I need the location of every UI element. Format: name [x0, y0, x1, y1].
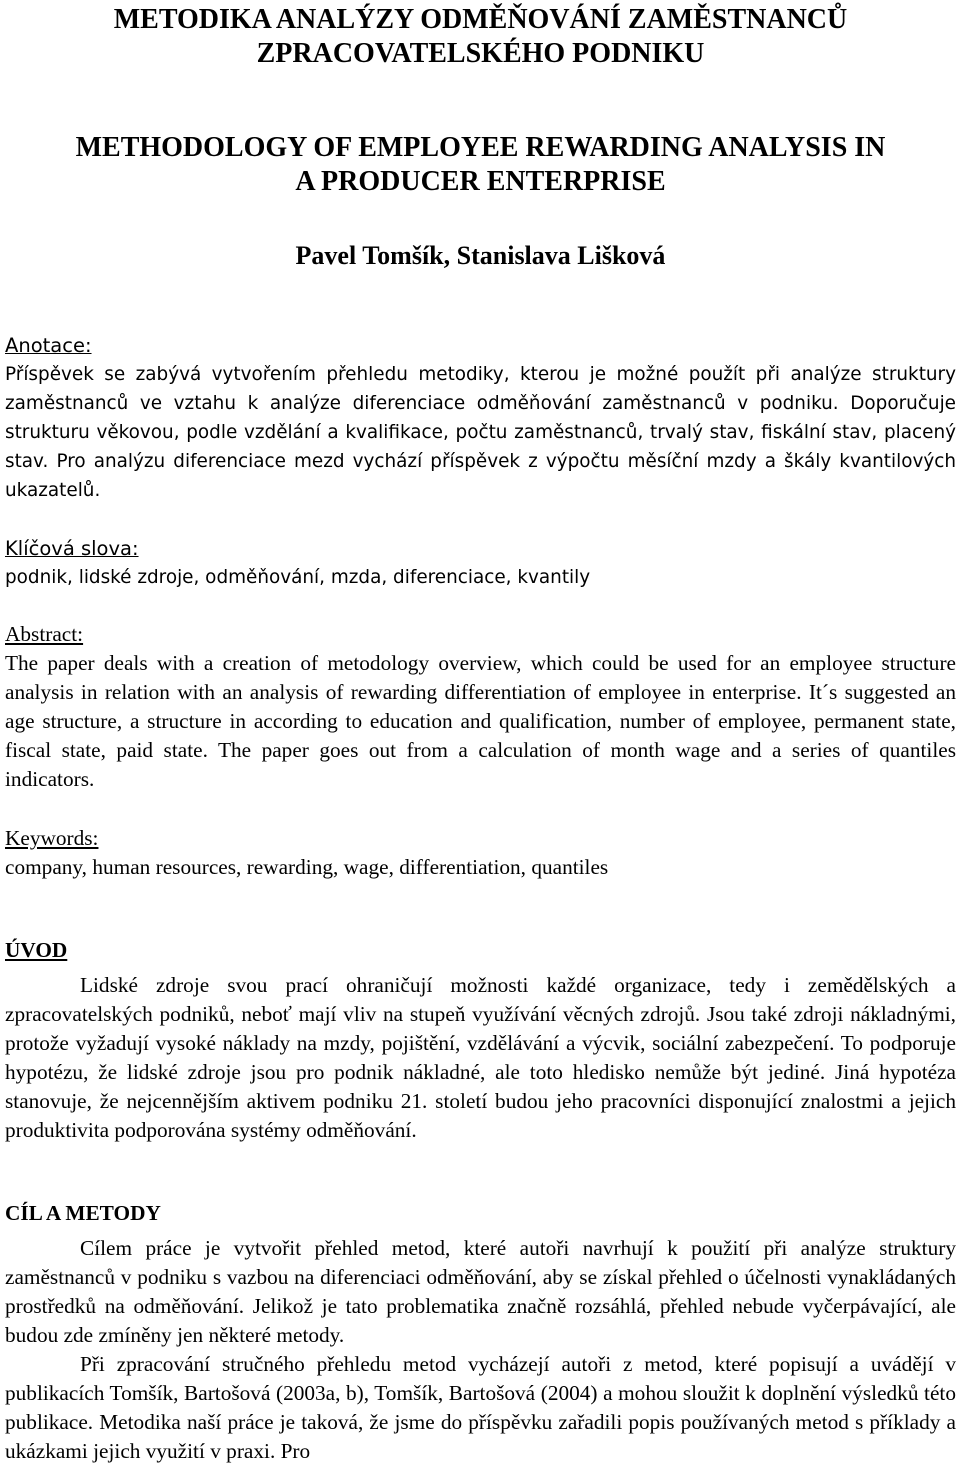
klicova-slova-section [5, 534, 956, 592]
authors: Pavel Tomšík, Stanislava Lišková [295, 241, 666, 270]
title-english [5, 131, 956, 199]
keywords-text: company, human resources, rewarding, wage, differentiation, quantiles [5, 855, 609, 879]
abstract-heading: Abstract: [5, 622, 84, 646]
anotace-section [5, 331, 956, 505]
title-czech [5, 3, 956, 71]
title-czech-line-2: ZPRACOVATELSKÉHO PODNIKU [256, 38, 705, 69]
uvod-section [5, 936, 956, 1145]
title-english-line-1: METHODOLOGY OF EMPLOYEE REWARDING ANALYSIS IN [75, 132, 886, 163]
klicova-slova-heading: Klíčová slova: [5, 537, 139, 560]
cil-section [5, 1199, 956, 1466]
cil-paragraph-1: Cílem práce je vytvořit přehled metod, které autoři navrhují k použití při analýze struktury zaměstnanců v podniku s vazbou na diferenciaci odměňování, aby se získal přehled o účelnosti vynakládaných prostředků na odměňování. Jelikož je tato problematika značně rozsáhlá, přehled nebude vyčerpávající, ale budou zde zmíněny jen některé metody. [5, 1236, 956, 1347]
abstract-text: The paper deals with a creation of metodology overview, which could be used for an employee structure analysis in relation with an analysis of rewarding differentiation of employee in enterprise. It´s suggested an age structure, a structure in according to education and qualification, number of employee, permanent state, fiscal state, paid state. The paper goes out from a calculation of month wage and a series of quantiles indicators. [5, 651, 956, 791]
cil-heading: CÍL A METODY [5, 1201, 161, 1225]
title-czech-line-1: METODIKA ANALÝZY ODMĚŇOVÁNÍ ZAMĚSTNANCŮ [113, 4, 848, 35]
keywords-section [5, 824, 956, 882]
uvod-text: Lidské zdroje svou prací ohraničují možnosti každé organizace, tedy i zemědělských a zpracovatelských podniků, neboť mají vliv na stupeň využívání věcných zdrojů. Jsou také zdroji nákladnými, protože vyžadují vysoké náklady na mzdy, pojištění, vzdělávání a výcvik, sociální zabezpečení. To podporuje hypotézu, že lidské zdroje jsou pro podnik nákladné, ale toto hledisko nemůže být jediné. Jiná hypotéza stanovuje, že nejcennějším aktivem podniku 21. století budou jeho pracovníci disponující znalostmi a jejich produktivita podporována systémy odměňování. [5, 973, 956, 1142]
uvod-heading: ÚVOD [5, 938, 68, 962]
abstract-section [5, 620, 956, 794]
klicova-slova-text: podnik, lidské zdroje, odměňování, mzda, diferenciace, kvantily [5, 567, 591, 588]
title-english-line-2: A PRODUCER ENTERPRISE [295, 166, 666, 197]
cil-paragraph-2: Při zpracování stručného přehledu metod vycházejí autoři z metod, které popisují a uvádějí v publikacích Tomšík, Bartošová (2003a, b), Tomšík, Bartošová (2004) a mohou sloužit k doplnění výsledků této publikace. Metodika naší práce je taková, že jsme do příspěvku zařadili popis používaných metod s příklady a ukázkami jejich využití v praxi. Pro [5, 1352, 956, 1463]
anotace-text: Příspěvek se zabývá vytvořením přehledu metodiky, kterou je možné použít při analýze struktury zaměstnanců ve vztahu k analýze diferenciace odměňování zaměstnanců v podniku. Doporučuje strukturu věkovou, podle vzdělání a kvalifikace, počtu zaměstnanců, trvalý stav, fiskální stav, placený stav. Pro analýzu diferenciace mezd vychází příspěvek z výpočtu měsíční mzdy a škály kvantilových ukazatelů. [5, 364, 956, 501]
keywords-heading: Keywords: [5, 826, 99, 850]
anotace-heading: Anotace: [5, 334, 92, 357]
